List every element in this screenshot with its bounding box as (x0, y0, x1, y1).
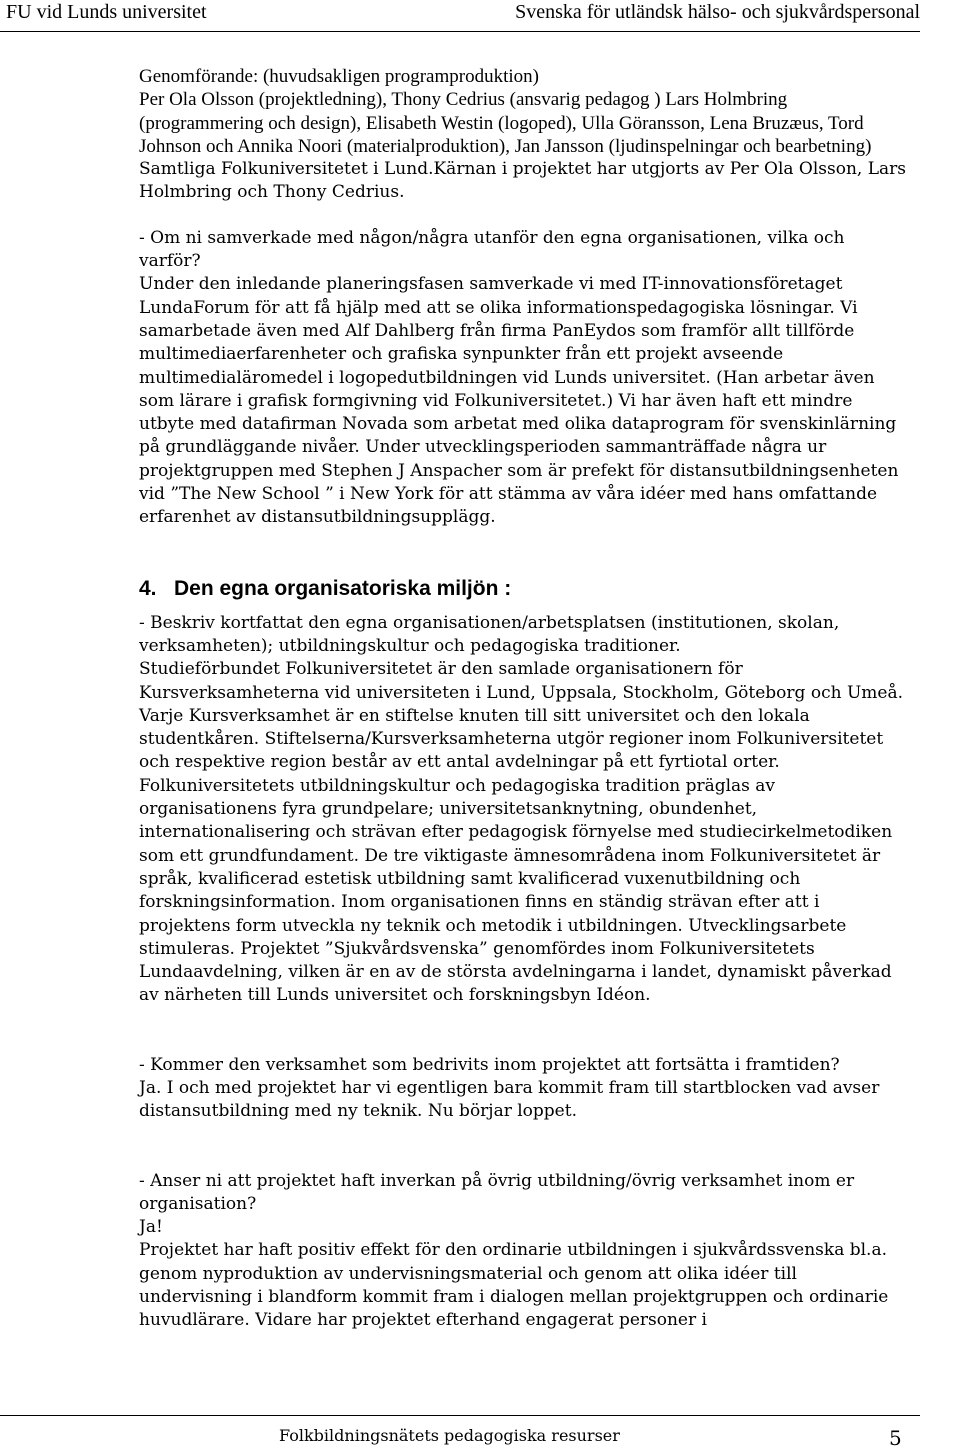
spacer (139, 602, 909, 612)
page-header (0, 0, 960, 32)
future-answer: Ja. I och med projektet har vi egentligen bara kommit fram till startblocken vad avser distansutbildning med ny teknik. Nu börjar loppet. (139, 1077, 880, 1122)
page-content (139, 65, 909, 1333)
impact-short-answer: Ja! (139, 1217, 163, 1238)
organisation-question: - Beskriv kortfattat den egna organisationen/arbetsplatsen (institutionen, skolan, verksamheten); utbildningskultur och pedagogiska traditioner. (139, 612, 840, 656)
spacer (139, 1124, 909, 1170)
header-right-title: Svenska för utländsk hälso- och sjukvårdspersonal (515, 1, 920, 23)
section-number: 4. (139, 576, 157, 600)
footer-divider (0, 1415, 920, 1416)
footer-text: Folkbildningsnätets pedagogiska resurser (279, 1426, 620, 1445)
spacer (139, 205, 909, 227)
collaboration-answer: Under den inledande planeringsfasen samverkade vi med IT-innovationsföretaget LundaForum för att få hjälp med att se olika informationspedagogiska lösningar. Vi samarbetade även med Alf Dahlberg från firma PanEydos som framför allt tillförde multimediaerfarenheter och grafiska synpunkter från ett projekt avseende multimedialäromedel i logopedutbildningen vid Lunds universitet. (Han arbetar även som lärare i grafisk formgivning vid Folkuniversitetet.) Vi har även haft ett mindre utbyte med datafirman Novada som arbetat med olika dataprogram för svenskinlärning på grundläggande nivåer. Under utvecklingsperioden sammanträffade några ur projektgruppen med Stephen J Anspacher som är prefekt för distansutbildningsenheten vid ”The New School ” i New York för att stämma av våra idéer med hans omfattande erfarenhet av distansutbildningsupplägg. (139, 274, 899, 528)
section-heading (139, 576, 909, 602)
implementation-heading: Genomförande: (huvudsakligen programproduktion) (139, 66, 539, 87)
page-number: 5 (889, 1426, 902, 1450)
team-credits: Per Ola Olsson (projektledning), Thony Cedrius (ansvarig pedagog ) Lars Holmbring (programmering och design), Elisabeth Westin (logoped), Ulla Göransson, Lena Bruzæus, Tord Johnson och Annika Noori (materialproduktion), Jan Jansson (ljudinspelningar och bearbetning) (139, 89, 872, 157)
impact-question: - Anser ni att projektet haft inverkan på övrig utbildning/övrig verksamhet inom er organisation? (139, 1170, 855, 1214)
section-title: Den egna organisatoriska miljön : (174, 576, 512, 600)
spacer (139, 530, 909, 576)
impact-answer: Projektet har haft positiv effekt för den ordinarie utbildningen i sjukvårdssvenska bl.a. genom nyproduktion av undervisningsmaterial och genom att olika idéer till undervisning i blandform kommit fram i dialogen mellan projektgruppen och ordinarie huvudlärare. Vidare har projektet efterhand engagerat personer i (139, 1240, 889, 1331)
spacer (139, 1008, 909, 1054)
collaboration-question: - Om ni samverkade med någon/några utanför den egna organisationen, vilka och varför? (139, 227, 845, 272)
header-left-title: FU vid Lunds universitet (6, 1, 207, 23)
project-core-text: Samtliga Folkuniversitetet i Lund.Kärnan i projektet har utgjorts av Per Ola Olsson, Lars Holmbring och Thony Cedrius. (139, 159, 907, 203)
organisation-answer: Studieförbundet Folkuniversitetet är den samlade organisationern för Kursverksamheterna vid universiteten i Lund, Uppsala, Stockholm, Göteborg och Umeå. Varje Kursverksamhet är en stiftelse knuten till sitt universitet och den lokala studentkåren. Stiftelserna/Kursverksamheterna utgör regioner inom Folkuniversitetet och respektive region består av ett antal avdelningar på ett fyrtiotal orter. Folkuniversitetets utbildningskultur och pedagogiska tradition präglas av organisationens fyra grundpelare; universitetsanknytning, obundenhet, internationalisering och strävan efter pedagogisk förnyelse med studiecirkelmetodiken som ett grundfundament. De tre viktigaste ämnesområdena inom Folkuniversitetet är språk, kvalificerad estetisk utbildning samt kvalificerad vuxenutbildning och forskningsinformation. Inom organisationen finns en ständig strävan efter att i projektens form utveckla ny teknik och metodik i utbildningen. Utvecklingsarbete stimuleras. Projektet ”Sjukvårdsvenska” genomfördes inom Folkuniversitetets Lundaavdelning, vilken är en av de största avdelningarna i landet, dynamiskt påverkad av närheten till Lunds universitet och forskningsbyn Idéon. (139, 659, 903, 1006)
future-question: - Kommer den verksamhet som bedrivits inom projektet att fortsätta i framtiden? (139, 1054, 840, 1075)
header-divider (0, 31, 920, 32)
